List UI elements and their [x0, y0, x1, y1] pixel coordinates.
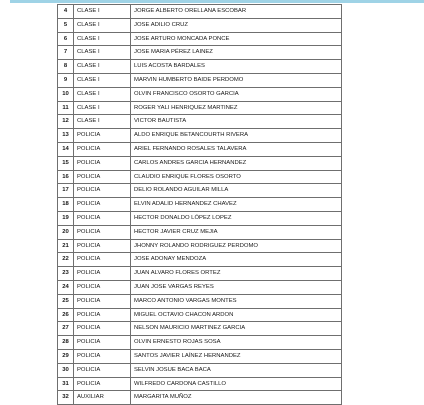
table-row — [58, 129, 342, 143]
table-row — [58, 5, 342, 19]
table-row — [58, 308, 342, 322]
row-rank: POLICIA — [74, 349, 131, 363]
table-row — [58, 363, 342, 377]
row-number: 23 — [58, 267, 74, 281]
table-row — [58, 294, 342, 308]
row-rank: POLICIA — [74, 377, 131, 391]
row-number: 26 — [58, 308, 74, 322]
row-rank: POLICIA — [74, 211, 131, 225]
row-name: HECTOR DONALDO LÓPEZ LOPEZ — [131, 211, 342, 225]
row-number: 17 — [58, 184, 74, 198]
table-row — [58, 170, 342, 184]
row-number: 4 — [58, 5, 74, 19]
row-number: 30 — [58, 363, 74, 377]
row-name: CARLOS ANDRES GARCIA HERNANDEZ — [131, 156, 342, 170]
row-rank: POLICIA — [74, 294, 131, 308]
row-number: 18 — [58, 198, 74, 212]
table-row — [58, 156, 342, 170]
row-name: JOSE ADONAY MENDOZA — [131, 253, 342, 267]
row-name: WILFREDO CARDONA CASTILLO — [131, 377, 342, 391]
row-rank: POLICIA — [74, 156, 131, 170]
row-rank: POLICIA — [74, 308, 131, 322]
row-name: LUIS ACOSTA BARDALES — [131, 60, 342, 74]
row-name: JHONNY ROLANDO RODRIGUEZ PERDOMO — [131, 239, 342, 253]
table-row — [58, 198, 342, 212]
row-rank: POLICIA — [74, 142, 131, 156]
row-number: 22 — [58, 253, 74, 267]
row-name: NELSON MAURICIO MARTINEZ GARCIA — [131, 322, 342, 336]
row-number: 6 — [58, 32, 74, 46]
row-number: 7 — [58, 46, 74, 60]
row-number: 21 — [58, 239, 74, 253]
row-name: ROGER YALI HENRIQUEZ MARTINEZ — [131, 101, 342, 115]
table-row — [58, 225, 342, 239]
row-name: JUAN JOSE VARGAS REYES — [131, 280, 342, 294]
table-row — [58, 87, 342, 101]
row-number: 32 — [58, 391, 74, 405]
row-name: JUAN ALVARO FLORES ORTEZ — [131, 267, 342, 281]
row-rank: POLICIA — [74, 280, 131, 294]
row-name: MARGARITA MUÑOZ — [131, 391, 342, 405]
row-name: VICTOR BAUTISTA — [131, 115, 342, 129]
table-row — [58, 142, 342, 156]
row-name: CLAUDIO ENRIQUE FLORES OSORTO — [131, 170, 342, 184]
row-number: 29 — [58, 349, 74, 363]
table-row — [58, 349, 342, 363]
row-rank: CLASE I — [74, 73, 131, 87]
row-name: ELVIN ADALID HERNANDEZ CHAVEZ — [131, 198, 342, 212]
table-row — [58, 239, 342, 253]
table-row — [58, 267, 342, 281]
row-rank: POLICIA — [74, 322, 131, 336]
row-name: DELIO ROLANDO AGUILAR MILLA — [131, 184, 342, 198]
row-rank: CLASE I — [74, 18, 131, 32]
row-rank: POLICIA — [74, 184, 131, 198]
row-rank: CLASE I — [74, 101, 131, 115]
row-number: 11 — [58, 101, 74, 115]
table-row — [58, 18, 342, 32]
row-name: JOSE MARIA PÉREZ LAINEZ — [131, 46, 342, 60]
table-row — [58, 115, 342, 129]
row-name: JORGE ALBERTO ORELLANA ESCOBAR — [131, 5, 342, 19]
table-row — [58, 60, 342, 74]
row-rank: CLASE I — [74, 60, 131, 74]
row-number: 12 — [58, 115, 74, 129]
row-rank: POLICIA — [74, 239, 131, 253]
row-rank: POLICIA — [74, 170, 131, 184]
row-rank: POLICIA — [74, 129, 131, 143]
row-name: ALDO ENRIQUE BETANCOURTH RIVERA — [131, 129, 342, 143]
row-number: 10 — [58, 87, 74, 101]
row-number: 5 — [58, 18, 74, 32]
table-row — [58, 46, 342, 60]
row-name: JOSE ARTURO MONCADA PONCE — [131, 32, 342, 46]
row-rank: CLASE I — [74, 87, 131, 101]
row-rank: CLASE I — [74, 32, 131, 46]
row-number: 28 — [58, 336, 74, 350]
row-name: MARCO ANTONIO VARGAS MONTES — [131, 294, 342, 308]
table-row — [58, 73, 342, 87]
table-row — [58, 280, 342, 294]
row-number: 20 — [58, 225, 74, 239]
table-row — [58, 391, 342, 405]
row-number: 14 — [58, 142, 74, 156]
row-number: 16 — [58, 170, 74, 184]
row-name: MIGUEL OCTAVIO CHACON ARDON — [131, 308, 342, 322]
table-row — [58, 32, 342, 46]
row-number: 24 — [58, 280, 74, 294]
row-number: 25 — [58, 294, 74, 308]
row-number: 15 — [58, 156, 74, 170]
row-number: 27 — [58, 322, 74, 336]
row-rank: POLICIA — [74, 267, 131, 281]
table-row — [58, 322, 342, 336]
row-name: SANTOS JAVIER LAÍNEZ HERNANDEZ — [131, 349, 342, 363]
roster-body — [58, 5, 342, 405]
row-number: 19 — [58, 211, 74, 225]
table-row — [58, 184, 342, 198]
table-row — [58, 377, 342, 391]
row-number: 8 — [58, 60, 74, 74]
row-name: SELVIN JOSUE BACA BACA — [131, 363, 342, 377]
row-rank: CLASE I — [74, 115, 131, 129]
row-name: OLVIN FRANCISCO OSORTO GARCIA — [131, 87, 342, 101]
row-rank: POLICIA — [74, 225, 131, 239]
row-name: JOSE ADILIO CRUZ — [131, 18, 342, 32]
table-row — [58, 101, 342, 115]
row-rank: POLICIA — [74, 253, 131, 267]
table-row — [58, 211, 342, 225]
top-rule — [10, 0, 424, 3]
table-row — [58, 336, 342, 350]
row-rank: CLASE I — [74, 5, 131, 19]
row-number: 31 — [58, 377, 74, 391]
row-name: ARIEL FERNANDO ROSALES TALAVERA — [131, 142, 342, 156]
row-number: 9 — [58, 73, 74, 87]
row-rank: CLASE I — [74, 46, 131, 60]
roster-table — [57, 4, 342, 405]
row-number: 13 — [58, 129, 74, 143]
row-name: HECTOR JAVIER CRUZ MEJIA — [131, 225, 342, 239]
row-name: MARVIN HUMBERTO BAIDE PERDOMO — [131, 73, 342, 87]
row-rank: POLICIA — [74, 336, 131, 350]
row-rank: POLICIA — [74, 363, 131, 377]
row-rank: AUXILIAR — [74, 391, 131, 405]
row-rank: POLICIA — [74, 198, 131, 212]
row-name: OLVIN ERNESTO ROJAS SOSA — [131, 336, 342, 350]
table-row — [58, 253, 342, 267]
